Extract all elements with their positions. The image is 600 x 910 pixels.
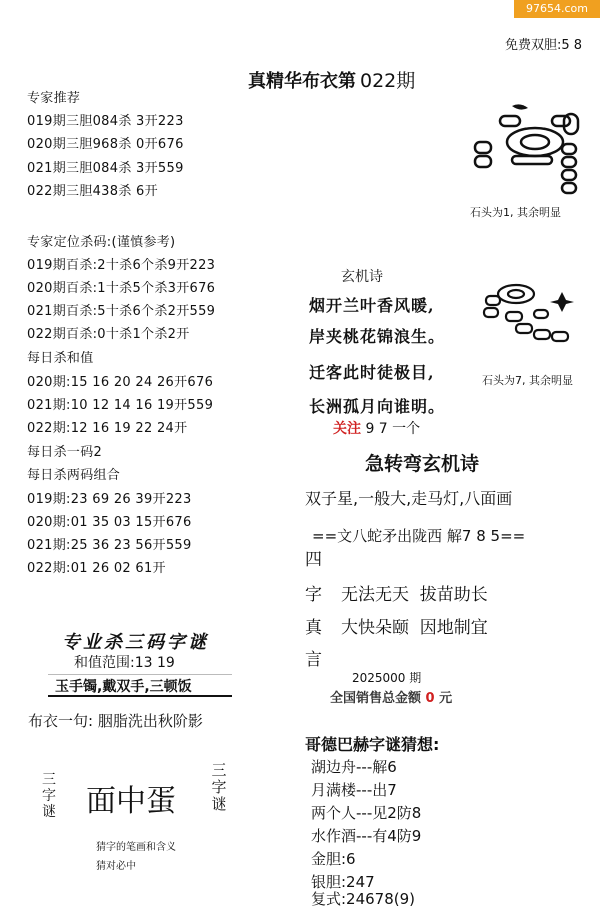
xuanji-line: 迁客此时徒极目, (309, 363, 435, 382)
col-char: 字 (305, 585, 322, 605)
jizhuanwan-line2: ==文八蛇矛出陇西 解7 8 5== (312, 527, 526, 545)
xuanji-line: 烟开兰叶香风暖, (309, 296, 435, 315)
position-kill-line: 021期百杀:5十杀6个杀2开559 (27, 304, 216, 319)
boxed-riddle: 玉手镯,戴双手,三顿饭 (55, 679, 192, 695)
daily-two-line: 019期:23 69 26 39开223 (27, 492, 192, 507)
jizhuanwan-line1: 双子星,一般大,走马灯,八面画 (305, 489, 513, 508)
expert-line: 021期三胆084杀 3开559 (27, 161, 184, 176)
title-main: 真精华布衣第 (248, 71, 356, 92)
buyi-line: 布衣一句: 胭脂洗出秋阶影 (28, 712, 203, 730)
goedel-heading: 哥德巴赫字谜猜想: (305, 735, 440, 754)
col-char: 言 (305, 650, 322, 670)
xuanji-line: 岸夹桃花锦浪生。 (309, 327, 446, 346)
position-kill-line: 020期百杀:1十杀5个杀3开676 (27, 281, 216, 296)
goedel-line: 湖边舟---解6 (311, 758, 397, 776)
idiom-row-2: 大快朵颐 因地制宜 (341, 618, 488, 638)
pro-riddle-heading: 专业杀三码字谜 (62, 632, 209, 653)
stone-figure-2 (478, 280, 584, 350)
daily-one-code: 每日杀一码2 (27, 445, 103, 460)
expert-heading: 专家推荐 (27, 91, 81, 106)
daily-sum-line: 020期:15 16 20 24 26开676 (27, 375, 214, 390)
riddle-hint-1: 猜字的笔画和含义 (96, 842, 176, 853)
sum-range: 和值范围:13 19 (74, 655, 175, 671)
daily-two-line: 020期:01 35 03 15开676 (27, 515, 192, 530)
col-char: 四 (305, 550, 322, 570)
stone-note-1: 石头为1, 其余明显 (470, 206, 561, 219)
free-pair-text: 免费双胆:5 8 (504, 38, 582, 53)
position-kill-line: 019期百杀:2十杀6个杀9开223 (27, 258, 216, 273)
riddle-center-word: 面中蛋 (86, 784, 176, 819)
expert-line: 022期三胆438杀 6开 (27, 184, 158, 199)
expert-line: 020期三胆968杀 0开676 (27, 137, 184, 152)
goedel-line: 复式:24678(9) (311, 890, 416, 908)
stone-figure-1 (462, 104, 592, 196)
xuanji-heading: 玄机诗 (341, 269, 383, 285)
right-riddle-label: 三字谜 (211, 761, 227, 813)
daily-sum-line: 021期:10 12 14 16 19开559 (27, 398, 214, 413)
page-title (248, 66, 415, 93)
riddle-hint-2: 猜对必中 (96, 861, 136, 872)
daily-sum-line: 022期:12 16 19 22 24开 (27, 421, 188, 436)
position-kill-line: 022期百杀:0十杀1个杀2开 (27, 327, 190, 342)
sales-line (330, 687, 452, 706)
goedel-line: 月满楼---出7 (311, 781, 397, 799)
follow-line (333, 418, 420, 438)
goedel-line: 水作酒---有4防9 (311, 827, 422, 845)
sales-unit: 元 (439, 691, 453, 706)
title-issue: 022期 (360, 70, 416, 92)
expert-line: 019期三胆084杀 3开223 (27, 114, 184, 129)
follow-tail: 9 7 一个 (365, 421, 421, 437)
goedel-line: 两个人---见2防8 (311, 804, 422, 822)
site-watermark: 97654.com (514, 0, 600, 18)
sales-amount: 0 (425, 691, 435, 706)
sales-label: 全国销售总金额 (330, 691, 422, 706)
col-char: 真 (305, 618, 322, 638)
follow-label: 关注 (333, 421, 361, 437)
sales-issue: 2025000 期 (352, 671, 422, 685)
daily-two-line: 021期:25 36 23 56开559 (27, 538, 192, 553)
position-kill-heading: 专家定位杀码:(谨慎参考) (27, 235, 176, 250)
jizhuanwan-heading: 急转弯玄机诗 (365, 453, 480, 475)
daily-sum-heading: 每日杀和值 (27, 351, 94, 366)
daily-two-heading: 每日杀两码组合 (27, 468, 121, 483)
xuanji-line: 长洲孤月向谁明。 (309, 397, 446, 416)
daily-two-line: 022期:01 26 02 61开 (27, 561, 166, 576)
idiom-row-1: 无法无天 拔苗助长 (341, 585, 488, 605)
left-riddle-label: 三字谜 (42, 772, 56, 820)
stone-note-2: 石头为7, 其余明显 (482, 374, 573, 387)
goedel-line: 金胆:6 (311, 850, 356, 868)
goedel-line: 银胆:247 (311, 873, 375, 891)
